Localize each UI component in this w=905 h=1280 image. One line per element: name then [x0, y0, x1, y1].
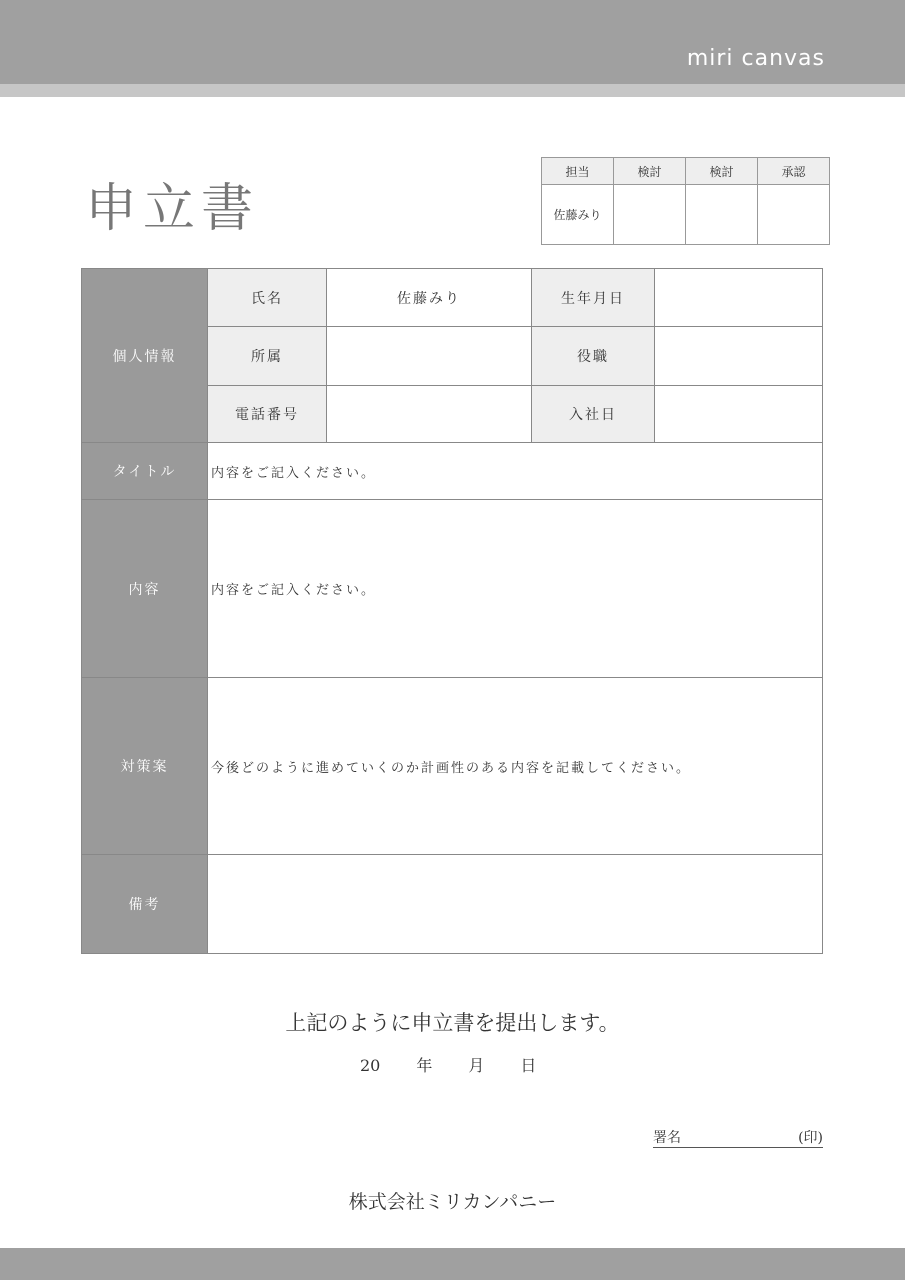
company-name: 株式会社ミリカンパニー — [348, 1191, 557, 1213]
joined-date-label: 入社日 — [532, 386, 655, 443]
joined-date-field[interactable] — [655, 386, 823, 443]
title-field[interactable]: 内容をご記入ください。 — [208, 443, 823, 500]
content-field[interactable]: 内容をご記入ください。 — [208, 500, 823, 678]
approval-cell[interactable] — [614, 185, 686, 245]
measures-label: 対策案 — [82, 678, 208, 855]
application-form-table — [81, 268, 823, 954]
footer-bar — [0, 1248, 905, 1280]
approval-header: 承認 — [758, 158, 830, 185]
birthdate-label: 生年月日 — [532, 269, 655, 327]
signature-field[interactable] — [653, 1127, 823, 1148]
signature-label: 署名 — [653, 1130, 681, 1146]
name-label: 氏名 — [208, 269, 327, 327]
approval-table — [541, 157, 830, 245]
brand-logo: miri canvas — [686, 46, 825, 71]
approval-header: 担当 — [542, 158, 614, 185]
date-year: 年 — [416, 1056, 433, 1075]
phone-field[interactable] — [327, 386, 532, 443]
position-field[interactable] — [655, 327, 823, 386]
approval-header: 検討 — [614, 158, 686, 185]
approval-cell[interactable] — [686, 185, 758, 245]
department-label: 所属 — [208, 327, 327, 386]
seal-mark: (印) — [798, 1130, 823, 1146]
approval-cell[interactable]: 佐藤みり — [542, 185, 614, 245]
personal-info-label: 個人情報 — [82, 269, 208, 443]
document-title: 申立書 — [85, 179, 260, 239]
date-day: 日 — [520, 1056, 537, 1075]
name-field[interactable]: 佐藤みり — [327, 269, 532, 327]
phone-label: 電話番号 — [208, 386, 327, 443]
approval-header: 検討 — [686, 158, 758, 185]
notes-label: 備考 — [82, 855, 208, 954]
title-label: タイトル — [82, 443, 208, 500]
notes-field[interactable] — [208, 855, 823, 954]
date-year-prefix: 20 — [360, 1056, 381, 1075]
date-month: 月 — [468, 1056, 485, 1075]
department-field[interactable] — [327, 327, 532, 386]
statement: 上記のように申立書を提出します。 — [285, 1011, 620, 1035]
header-stripe — [0, 84, 905, 97]
position-label: 役職 — [532, 327, 655, 386]
header-bar — [0, 0, 905, 84]
approval-cell[interactable] — [758, 185, 830, 245]
measures-field[interactable]: 今後どのように進めていくのか計画性のある内容を記載してください。 — [208, 678, 823, 855]
date-line — [360, 1053, 560, 1076]
content-label: 内容 — [82, 500, 208, 678]
birthdate-field[interactable] — [655, 269, 823, 327]
